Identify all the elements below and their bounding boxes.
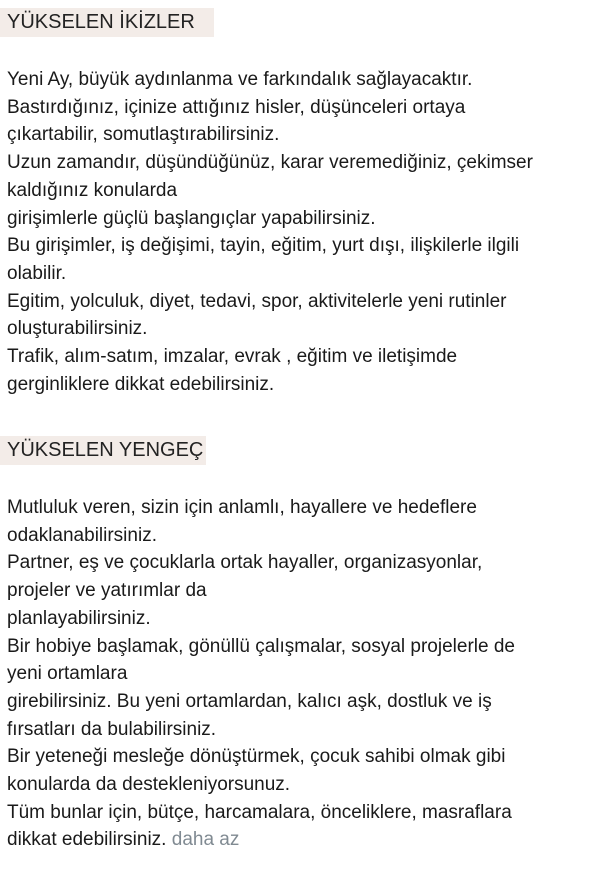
text-line: Bir hobiye başlamak, gönüllü çalışmalar, sosyal projelerle de bbox=[7, 635, 515, 657]
text-line: konularda da destekleniyorsunuz. bbox=[7, 774, 291, 796]
text-line: planlayabilirsiniz. bbox=[7, 607, 151, 629]
text-line: Mutluluk veren, sizin için anlamlı, hayallere ve hedeflere bbox=[7, 497, 477, 518]
text-line-last-text: dikkat edebilirsiniz. bbox=[7, 829, 167, 851]
text-line: Bir yeteneği mesleğe dönüştürmek, çocuk sahibi olmak gibi bbox=[7, 746, 506, 768]
text-line: projeler ve yatırımlar da bbox=[7, 580, 207, 602]
text-line: fırsatları da bulabilirsiniz. bbox=[7, 718, 217, 740]
text-line: Egitim, yolculuk, diyet, tedavi, spor, aktivitelerle yeni rutinler bbox=[7, 290, 507, 312]
text-line: Trafik, alım-satım, imzalar, evrak , eğitim ve iletişimde bbox=[7, 346, 458, 368]
text-line: Bu girişimler, iş değişimi, tayin, eğitim, yurt dışı, ilişkilerle ilgili bbox=[7, 235, 520, 257]
section-body-gemini-rising bbox=[7, 66, 595, 398]
text-line: odaklanabilirsiniz. bbox=[7, 524, 157, 546]
text-line: girişimlerle güçlü başlangıçlar yapabilirsiniz. bbox=[7, 207, 376, 229]
text-line: Yeni Ay, büyük aydınlanma ve farkındalık sağlayacaktır. bbox=[7, 69, 473, 90]
text-line: oluşturabilirsiniz. bbox=[7, 318, 148, 340]
text-line: yeni ortamlara bbox=[7, 663, 128, 685]
text-line: gerginliklere dikkat edebilirsiniz. bbox=[7, 373, 275, 395]
text-line: kaldığınız konularda bbox=[7, 179, 178, 201]
text-line: Bastırdığınız, içinize attığınız hisler, düşünceleri ortaya bbox=[7, 96, 466, 118]
section-heading-cancer-rising: YÜKSELEN YENGEÇ bbox=[0, 436, 206, 465]
text-line: girebilirsiniz. Bu yeni ortamlardan, kalıcı aşk, dostluk ve iş bbox=[7, 690, 492, 712]
text-line: olabilir. bbox=[7, 262, 67, 284]
text-line: çıkartabilir, somutlaştırabilirsiniz. bbox=[7, 124, 280, 146]
section-body-cancer-rising bbox=[7, 494, 595, 854]
show-less-link[interactable]: daha az bbox=[171, 829, 240, 851]
text-line: Partner, eş ve çocuklarla ortak hayaller, organizasyonlar, bbox=[7, 552, 483, 574]
text-line: Tüm bunlar için, bütçe, harcamalara, önceliklere, masraflara bbox=[7, 801, 512, 823]
text-line-last bbox=[7, 826, 595, 854]
section-heading-gemini-rising: YÜKSELEN İKİZLER bbox=[0, 8, 214, 37]
text-line: Uzun zamandır, düşündüğünüz, karar veremediğiniz, çekimser bbox=[7, 152, 533, 174]
